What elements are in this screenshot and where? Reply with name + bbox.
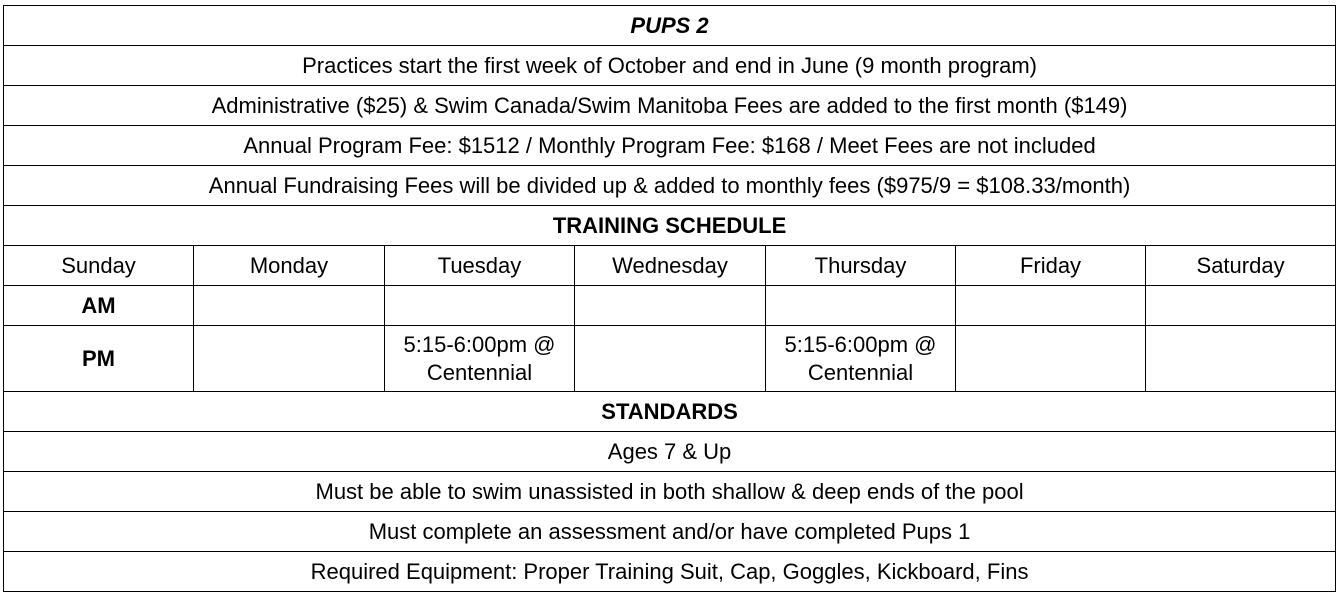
am-wednesday-cell xyxy=(575,286,766,326)
standard-row xyxy=(4,552,1336,592)
standards-heading-row xyxy=(4,392,1336,432)
pm-monday-cell xyxy=(194,326,385,392)
am-label: AM xyxy=(4,286,194,326)
am-friday-cell xyxy=(956,286,1146,326)
pm-row xyxy=(4,326,1336,392)
day-header-sunday: Sunday xyxy=(4,246,194,286)
day-header-monday: Monday xyxy=(194,246,385,286)
standard-line: Ages 7 & Up xyxy=(4,432,1336,472)
pm-thursday-cell: 5:15-6:00pm @ Centennial xyxy=(766,326,956,392)
info-row xyxy=(4,166,1336,206)
info-row xyxy=(4,86,1336,126)
program-title: PUPS 2 xyxy=(4,6,1336,46)
am-thursday-cell xyxy=(766,286,956,326)
info-line: Annual Program Fee: $1512 / Monthly Program Fee: $168 / Meet Fees are not included xyxy=(4,126,1336,166)
days-header-row xyxy=(4,246,1336,286)
day-header-friday: Friday xyxy=(956,246,1146,286)
title-row xyxy=(4,6,1336,46)
info-row xyxy=(4,46,1336,86)
standard-line: Must complete an assessment and/or have completed Pups 1 xyxy=(4,512,1336,552)
standards-heading: STANDARDS xyxy=(4,392,1336,432)
pm-label: PM xyxy=(4,326,194,392)
am-saturday-cell xyxy=(1146,286,1336,326)
am-monday-cell xyxy=(194,286,385,326)
day-header-thursday: Thursday xyxy=(766,246,956,286)
program-table xyxy=(3,5,1336,592)
standard-row xyxy=(4,512,1336,552)
schedule-heading: TRAINING SCHEDULE xyxy=(4,206,1336,246)
pm-tuesday-cell: 5:15-6:00pm @ Centennial xyxy=(385,326,575,392)
info-line: Administrative ($25) & Swim Canada/Swim Manitoba Fees are added to the first month ($149) xyxy=(4,86,1336,126)
standard-line: Must be able to swim unassisted in both shallow & deep ends of the pool xyxy=(4,472,1336,512)
am-row xyxy=(4,286,1336,326)
day-header-tuesday: Tuesday xyxy=(385,246,575,286)
am-tuesday-cell xyxy=(385,286,575,326)
info-row xyxy=(4,126,1336,166)
standard-row xyxy=(4,432,1336,472)
program-sheet xyxy=(3,5,1335,592)
pm-saturday-cell xyxy=(1146,326,1336,392)
schedule-heading-row xyxy=(4,206,1336,246)
standard-row xyxy=(4,472,1336,512)
info-line: Practices start the first week of October and end in June (9 month program) xyxy=(4,46,1336,86)
day-header-wednesday: Wednesday xyxy=(575,246,766,286)
day-header-saturday: Saturday xyxy=(1146,246,1336,286)
info-line: Annual Fundraising Fees will be divided up & added to monthly fees ($975/9 = $108.33/month) xyxy=(4,166,1336,206)
pm-friday-cell xyxy=(956,326,1146,392)
standard-line: Required Equipment: Proper Training Suit, Cap, Goggles, Kickboard, Fins xyxy=(4,552,1336,592)
pm-wednesday-cell xyxy=(575,326,766,392)
